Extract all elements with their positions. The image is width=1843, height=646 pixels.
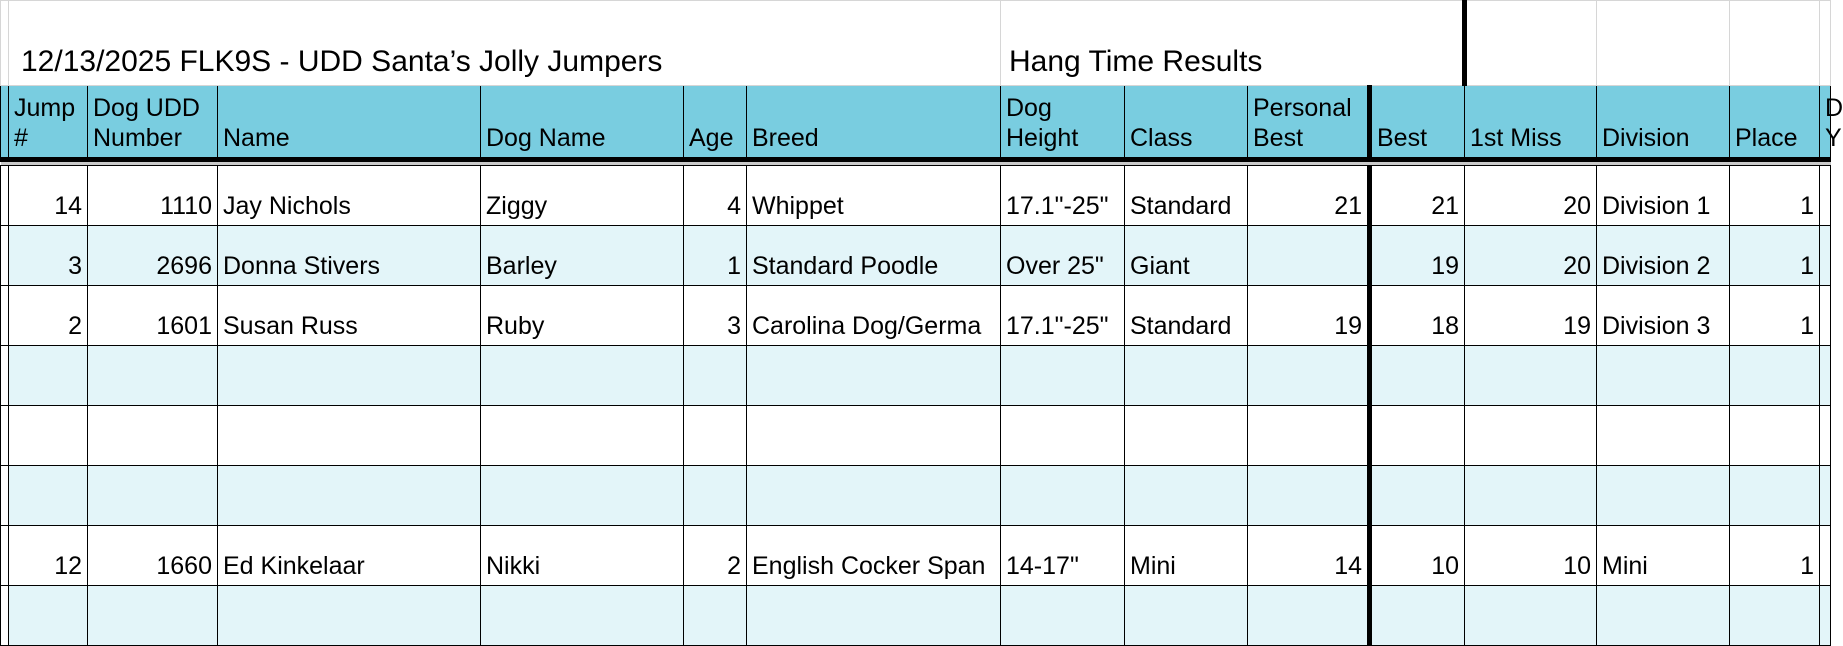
cell-division[interactable]: Division 1 bbox=[1597, 166, 1730, 226]
cell-breed[interactable]: English Cocker Span bbox=[747, 526, 1001, 586]
row-gutter bbox=[1, 406, 9, 466]
cell-dog-height[interactable] bbox=[1001, 586, 1125, 646]
cell-1st-miss[interactable] bbox=[1465, 586, 1597, 646]
cell[interactable] bbox=[1730, 1, 1820, 86]
cell-breed[interactable] bbox=[747, 466, 1001, 526]
cell-name[interactable] bbox=[218, 586, 481, 646]
cell-1st-miss[interactable] bbox=[1465, 466, 1597, 526]
cell-best[interactable]: 19 bbox=[1370, 226, 1465, 286]
header-dy[interactable]: D Y bbox=[1820, 86, 1831, 160]
row-gutter bbox=[1, 226, 9, 286]
cell[interactable] bbox=[1820, 286, 1831, 346]
cell-class[interactable]: Standard bbox=[1125, 166, 1248, 226]
cell-personal-best[interactable]: 14 bbox=[1248, 526, 1370, 586]
cell-division[interactable] bbox=[1597, 406, 1730, 466]
cell-breed[interactable] bbox=[747, 346, 1001, 406]
cell-1st-miss[interactable] bbox=[1465, 406, 1597, 466]
cell-udd-number[interactable]: 1660 bbox=[88, 526, 218, 586]
header-jump[interactable]: Jump # bbox=[9, 86, 88, 160]
cell-division[interactable]: Division 2 bbox=[1597, 226, 1730, 286]
cell-place[interactable] bbox=[1730, 466, 1820, 526]
cell-place[interactable] bbox=[1730, 586, 1820, 646]
cell[interactable] bbox=[1820, 586, 1831, 646]
cell-dog-name[interactable] bbox=[481, 586, 684, 646]
row-gutter bbox=[1, 586, 9, 646]
table-row bbox=[1, 226, 1831, 286]
cell-1st-miss[interactable]: 19 bbox=[1465, 286, 1597, 346]
cell-udd-number[interactable] bbox=[88, 346, 218, 406]
cell-class[interactable]: Giant bbox=[1125, 226, 1248, 286]
cell-division[interactable] bbox=[1597, 466, 1730, 526]
header-class[interactable]: Class bbox=[1125, 86, 1248, 160]
cell-breed[interactable] bbox=[747, 586, 1001, 646]
cell-age[interactable]: 3 bbox=[684, 286, 747, 346]
cell-udd-number[interactable] bbox=[88, 466, 218, 526]
cell[interactable] bbox=[1820, 166, 1831, 226]
cell-place[interactable]: 1 bbox=[1730, 166, 1820, 226]
cell-division[interactable] bbox=[1597, 586, 1730, 646]
row-gutter bbox=[1, 526, 9, 586]
cell-best[interactable]: 10 bbox=[1370, 526, 1465, 586]
cell-best[interactable] bbox=[1370, 406, 1465, 466]
cell-class[interactable] bbox=[1125, 346, 1248, 406]
cell-dog-height[interactable]: 17.1"-25" bbox=[1001, 286, 1125, 346]
cell-dog-height[interactable]: 17.1"-25" bbox=[1001, 166, 1125, 226]
cell-personal-best[interactable]: 21 bbox=[1248, 166, 1370, 226]
header-name[interactable]: Name bbox=[218, 86, 481, 160]
cell[interactable] bbox=[1820, 406, 1831, 466]
table-row bbox=[1, 406, 1831, 466]
table-row bbox=[1, 166, 1831, 226]
cell-age[interactable]: 1 bbox=[684, 226, 747, 286]
cell-class[interactable] bbox=[1125, 586, 1248, 646]
cell[interactable] bbox=[1820, 466, 1831, 526]
row-gutter bbox=[1, 86, 9, 160]
sheet-title[interactable]: 12/13/2025 FLK9S - UDD Santa’s Jolly Jumpers bbox=[9, 1, 1001, 86]
cell-personal-best[interactable] bbox=[1248, 226, 1370, 286]
cell-dog-height[interactable] bbox=[1001, 466, 1125, 526]
cell-jump[interactable]: 3 bbox=[9, 226, 88, 286]
cell-jump[interactable] bbox=[9, 406, 88, 466]
cell-name[interactable]: Jay Nichols bbox=[218, 166, 481, 226]
cell-jump[interactable] bbox=[9, 466, 88, 526]
cell-best[interactable] bbox=[1370, 586, 1465, 646]
cell-division[interactable]: Mini bbox=[1597, 526, 1730, 586]
header-dog-name[interactable]: Dog Name bbox=[481, 86, 684, 160]
cell-breed[interactable] bbox=[747, 406, 1001, 466]
cell-dog-name[interactable]: Barley bbox=[481, 226, 684, 286]
cell-division[interactable] bbox=[1597, 346, 1730, 406]
sheet-subtitle[interactable]: Hang Time Results bbox=[1001, 1, 1465, 86]
cell-age[interactable]: 2 bbox=[684, 526, 747, 586]
header-1st-miss[interactable]: 1st Miss bbox=[1465, 86, 1597, 160]
cell[interactable] bbox=[1820, 346, 1831, 406]
cell-personal-best[interactable]: 19 bbox=[1248, 286, 1370, 346]
cell-place[interactable]: 1 bbox=[1730, 526, 1820, 586]
cell-dog-height[interactable] bbox=[1001, 346, 1125, 406]
table-row bbox=[1, 466, 1831, 526]
row-gutter bbox=[1, 1, 9, 86]
cell[interactable] bbox=[1465, 1, 1597, 86]
header-row bbox=[1, 86, 1831, 160]
cell-class[interactable] bbox=[1125, 406, 1248, 466]
header-place[interactable]: Place bbox=[1730, 86, 1820, 160]
cell-breed[interactable]: Standard Poodle bbox=[747, 226, 1001, 286]
row-gutter bbox=[1, 466, 9, 526]
cell-breed[interactable]: Whippet bbox=[747, 166, 1001, 226]
cell-1st-miss[interactable]: 20 bbox=[1465, 226, 1597, 286]
cell-best[interactable] bbox=[1370, 466, 1465, 526]
table-row bbox=[1, 526, 1831, 586]
header-division[interactable]: Division bbox=[1597, 86, 1730, 160]
cell-jump[interactable] bbox=[9, 586, 88, 646]
cell-name[interactable] bbox=[218, 346, 481, 406]
cell-dog-name[interactable]: Ziggy bbox=[481, 166, 684, 226]
cell-name[interactable]: Ed Kinkelaar bbox=[218, 526, 481, 586]
cell-personal-best[interactable] bbox=[1248, 406, 1370, 466]
header-best[interactable]: Best bbox=[1370, 86, 1465, 160]
cell-udd-number[interactable]: 1110 bbox=[88, 166, 218, 226]
cell-class[interactable]: Standard bbox=[1125, 286, 1248, 346]
cell-name[interactable]: Susan Russ bbox=[218, 286, 481, 346]
cell-place[interactable] bbox=[1730, 406, 1820, 466]
cell-place[interactable]: 1 bbox=[1730, 286, 1820, 346]
cell[interactable] bbox=[1820, 526, 1831, 586]
cell-dog-name[interactable]: Ruby bbox=[481, 286, 684, 346]
cell[interactable] bbox=[1820, 1, 1831, 86]
cell-best[interactable] bbox=[1370, 346, 1465, 406]
cell-dog-height[interactable]: 14-17" bbox=[1001, 526, 1125, 586]
cell-class[interactable]: Mini bbox=[1125, 526, 1248, 586]
header-age[interactable]: Age bbox=[684, 86, 747, 160]
cell-udd-number[interactable]: 2696 bbox=[88, 226, 218, 286]
title-row bbox=[1, 1, 1831, 86]
cell-udd-number[interactable] bbox=[88, 586, 218, 646]
cell-1st-miss[interactable] bbox=[1465, 346, 1597, 406]
cell-age[interactable] bbox=[684, 346, 747, 406]
cell-age[interactable] bbox=[684, 466, 747, 526]
header-breed[interactable]: Breed bbox=[747, 86, 1001, 160]
cell-udd-number[interactable] bbox=[88, 406, 218, 466]
cell-division[interactable]: Division 3 bbox=[1597, 286, 1730, 346]
cell[interactable] bbox=[1597, 1, 1730, 86]
cell-age[interactable] bbox=[684, 406, 747, 466]
cell-place[interactable]: 1 bbox=[1730, 226, 1820, 286]
cell-name[interactable] bbox=[218, 466, 481, 526]
cell-place[interactable] bbox=[1730, 346, 1820, 406]
cell-best[interactable]: 18 bbox=[1370, 286, 1465, 346]
cell[interactable] bbox=[1820, 226, 1831, 286]
cell-breed[interactable]: Carolina Dog/Germa bbox=[747, 286, 1001, 346]
cell-jump[interactable]: 14 bbox=[9, 166, 88, 226]
cell-jump[interactable]: 2 bbox=[9, 286, 88, 346]
table-row bbox=[1, 586, 1831, 646]
cell-age[interactable] bbox=[684, 586, 747, 646]
cell-1st-miss[interactable]: 10 bbox=[1465, 526, 1597, 586]
cell-name[interactable]: Donna Stivers bbox=[218, 226, 481, 286]
data-rows bbox=[1, 166, 1831, 646]
header-dog-height[interactable]: Dog Height bbox=[1001, 86, 1125, 160]
table-row bbox=[1, 286, 1831, 346]
cell-dog-name[interactable] bbox=[481, 466, 684, 526]
header-dog-udd-number[interactable]: Dog UDD Number bbox=[88, 86, 218, 160]
cell-udd-number[interactable]: 1601 bbox=[88, 286, 218, 346]
row-gutter bbox=[1, 286, 9, 346]
row-gutter bbox=[1, 346, 9, 406]
cell-personal-best[interactable] bbox=[1248, 586, 1370, 646]
cell-dog-height[interactable] bbox=[1001, 406, 1125, 466]
cell-dog-height[interactable]: Over 25" bbox=[1001, 226, 1125, 286]
cell-best[interactable]: 21 bbox=[1370, 166, 1465, 226]
cell-jump[interactable]: 12 bbox=[9, 526, 88, 586]
cell-dog-name[interactable] bbox=[481, 346, 684, 406]
header-personal-best[interactable]: Personal Best bbox=[1248, 86, 1370, 160]
cell-personal-best[interactable] bbox=[1248, 466, 1370, 526]
row-gutter bbox=[1, 166, 9, 226]
cell-jump[interactable] bbox=[9, 346, 88, 406]
cell-1st-miss[interactable]: 20 bbox=[1465, 166, 1597, 226]
cell-name[interactable] bbox=[218, 406, 481, 466]
cell-class[interactable] bbox=[1125, 466, 1248, 526]
table-row bbox=[1, 346, 1831, 406]
cell-age[interactable]: 4 bbox=[684, 166, 747, 226]
cell-dog-name[interactable]: Nikki bbox=[481, 526, 684, 586]
cell-dog-name[interactable] bbox=[481, 406, 684, 466]
cell-personal-best[interactable] bbox=[1248, 346, 1370, 406]
